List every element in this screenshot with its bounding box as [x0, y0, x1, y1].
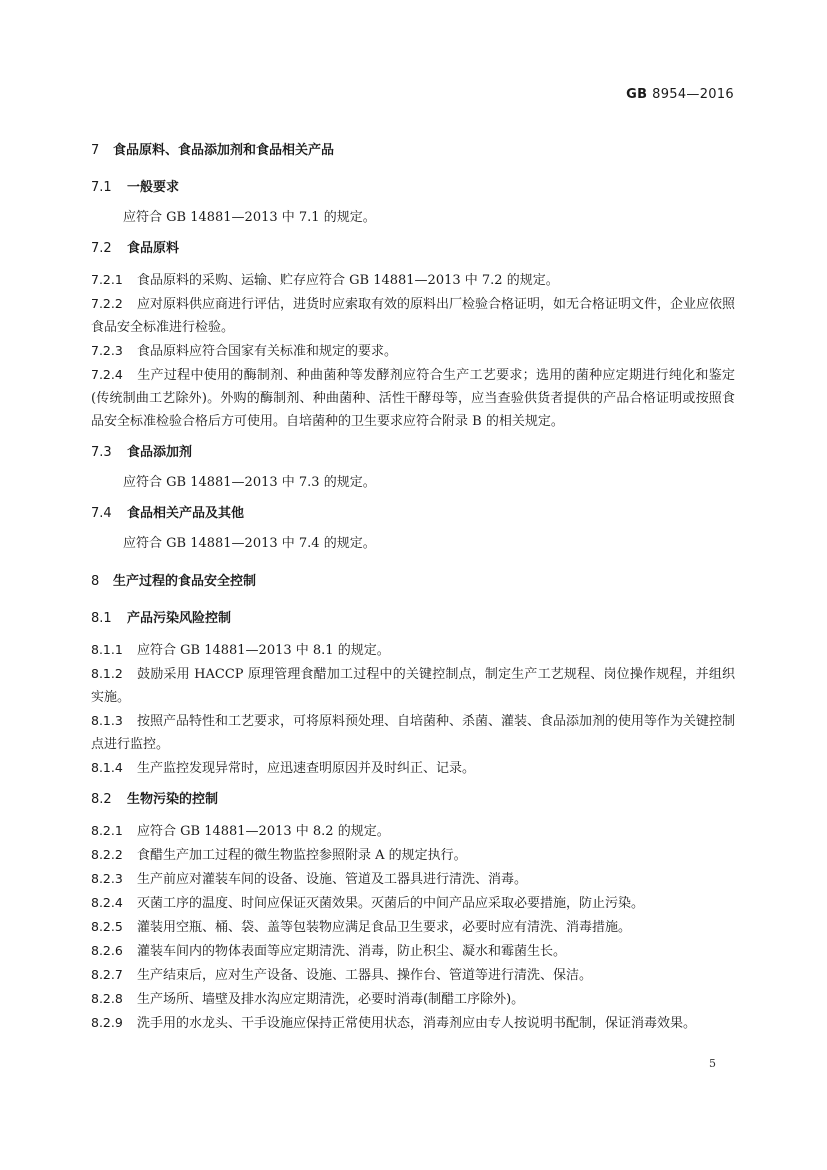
section-8-1-heading — [91, 609, 735, 629]
clause-number: 8.1.2 — [91, 666, 123, 681]
clause-8-1-1 — [91, 638, 735, 662]
section-8-2-heading — [91, 790, 735, 810]
clause-text: 食醋生产加工过程的微生物监控参照附录 A 的规定执行。 — [137, 848, 467, 863]
clause-8-2-4 — [91, 891, 735, 915]
clause-text: 应符合 GB 14881—2013 中 8.1 的规定。 — [137, 643, 390, 658]
clause-number: 7.2.3 — [91, 343, 123, 358]
section-title: 生产过程的食品安全控制 — [113, 574, 257, 589]
clause-text: 灭菌工序的温度、时间应保证灭菌效果。灭菌后的中间产品应采取必要措施，防止污染。 — [137, 896, 645, 911]
section-title: 食品相关产品及其他 — [127, 506, 245, 521]
clause-7-2-2 — [91, 292, 735, 339]
clause-number: 8.2.1 — [91, 823, 123, 838]
clause-number: 8.2.9 — [91, 1015, 123, 1030]
standard-code — [626, 87, 734, 102]
clause-number: 8.1.1 — [91, 642, 123, 657]
section-7-4-heading — [91, 504, 735, 524]
clause-8-2-7 — [91, 963, 735, 987]
clause-7-2-4 — [91, 363, 735, 433]
clause-text: 灌装车间内的物体表面等应定期清洗、消毒，防止积尘、凝水和霉菌生长。 — [137, 944, 567, 959]
clause-text: 生产过程中使用的酶制剂、种曲菌种等发酵剂应符合生产工艺要求；选用的菌种应定期进行纯化和鉴定(传统制曲工艺除外)。外购的酶制剂、种曲菌种、活性干酵母等，应当查验供货者提供的产品合格证明或按照食品安全标准检验合格后方可使用。自培菌种的卫生要求应符合附录 B 的相关规定。 — [91, 368, 735, 429]
clause-number: 8.2.8 — [91, 991, 123, 1006]
clause-text: 生产场所、墙壁及排水沟应定期清洗，必要时消毒(制醋工序除外)。 — [137, 992, 525, 1007]
clause-8-2-6 — [91, 939, 735, 963]
section-7-4-text: 应符合 GB 14881—2013 中 7.4 的规定。 — [123, 536, 376, 551]
clause-number: 8.1.4 — [91, 760, 123, 775]
section-number: 8.1 — [91, 611, 112, 626]
section-title: 一般要求 — [127, 180, 180, 195]
clause-text: 鼓励采用 HACCP 原理管理食醋加工过程中的关键控制点，制定生产工艺规程、岗位操作规程，并组织实施。 — [91, 667, 735, 705]
section-number: 7.1 — [91, 180, 112, 195]
clause-7-2-3 — [91, 339, 735, 363]
section-number: 7.3 — [91, 445, 112, 460]
clause-8-2-2 — [91, 843, 735, 867]
section-number: 8.2 — [91, 792, 112, 807]
clause-number: 7.2.1 — [91, 272, 123, 287]
clause-7-2-1 — [91, 268, 735, 292]
clause-text: 生产结束后，应对生产设备、设施、工器具、操作台、管道等进行清洗、保洁。 — [137, 968, 593, 983]
section-7-2-heading — [91, 239, 735, 259]
standard-code-number: 8954—2016 — [652, 87, 734, 102]
clause-8-1-4 — [91, 756, 735, 780]
clause-text: 生产监控发现异常时，应迅速查明原因并及时纠正、记录。 — [137, 761, 476, 776]
clause-number: 7.2.4 — [91, 367, 123, 382]
page-number: 5 — [709, 1057, 716, 1070]
clause-text: 按照产品特性和工艺要求，可将原料预处理、自培菌种、杀菌、灌装、食品添加剂的使用等作为关键控制点进行监控。 — [91, 714, 736, 752]
clause-number: 8.2.3 — [91, 871, 123, 886]
document-body — [91, 141, 735, 1035]
section-7-1-heading — [91, 178, 735, 198]
clause-number: 8.1.3 — [91, 713, 123, 728]
section-title: 生物污染的控制 — [127, 792, 219, 807]
clause-number: 8.2.5 — [91, 919, 123, 934]
standard-code-prefix: GB — [626, 87, 648, 102]
section-title: 食品原料 — [127, 241, 180, 256]
clause-8-2-3 — [91, 867, 735, 891]
clause-8-2-8 — [91, 987, 735, 1011]
clause-number: 7.2.2 — [91, 296, 123, 311]
clause-text: 食品原料的采购、运输、贮存应符合 GB 14881—2013 中 7.2 的规定。 — [137, 273, 559, 288]
clause-8-1-3 — [91, 709, 735, 756]
clause-text: 应符合 GB 14881—2013 中 8.2 的规定。 — [137, 824, 390, 839]
clause-text: 生产前应对灌装车间的设备、设施、管道及工器具进行清洗、消毒。 — [137, 872, 528, 887]
clause-number: 8.2.7 — [91, 967, 123, 982]
clause-number: 8.2.4 — [91, 895, 123, 910]
section-7-1-text: 应符合 GB 14881—2013 中 7.1 的规定。 — [123, 210, 376, 225]
clause-text: 食品原料应符合国家有关标准和规定的要求。 — [137, 344, 398, 359]
section-title: 食品添加剂 — [127, 445, 193, 460]
section-number: 7.4 — [91, 506, 112, 521]
clause-number: 8.2.6 — [91, 943, 123, 958]
clause-text: 洗手用的水龙头、干手设施应保持正常使用状态，消毒剂应由专人按说明书配制，保证消毒效果。 — [137, 1016, 697, 1031]
section-number: 7.2 — [91, 241, 112, 256]
section-7-3-text: 应符合 GB 14881—2013 中 7.3 的规定。 — [123, 475, 376, 490]
clause-text: 应对原料供应商进行评估，进货时应索取有效的原料出厂检验合格证明，如无合格证明文件，企业应依照食品安全标准进行检验。 — [91, 297, 736, 335]
section-number: 8 — [91, 574, 100, 589]
clause-8-2-9 — [91, 1011, 735, 1035]
clause-number: 8.2.2 — [91, 847, 123, 862]
clause-8-2-1 — [91, 819, 735, 843]
section-7-3-heading — [91, 443, 735, 463]
section-title: 产品污染风险控制 — [127, 611, 232, 626]
section-8-heading — [91, 572, 735, 592]
section-7-heading — [91, 141, 735, 161]
clause-8-1-2 — [91, 662, 735, 709]
section-title: 食品原料、食品添加剂和食品相关产品 — [113, 143, 335, 158]
clause-text: 灌装用空瓶、桶、袋、盖等包装物应满足食品卫生要求，必要时应有清洗、消毒措施。 — [137, 920, 632, 935]
clause-8-2-5 — [91, 915, 735, 939]
section-number: 7 — [91, 143, 100, 158]
